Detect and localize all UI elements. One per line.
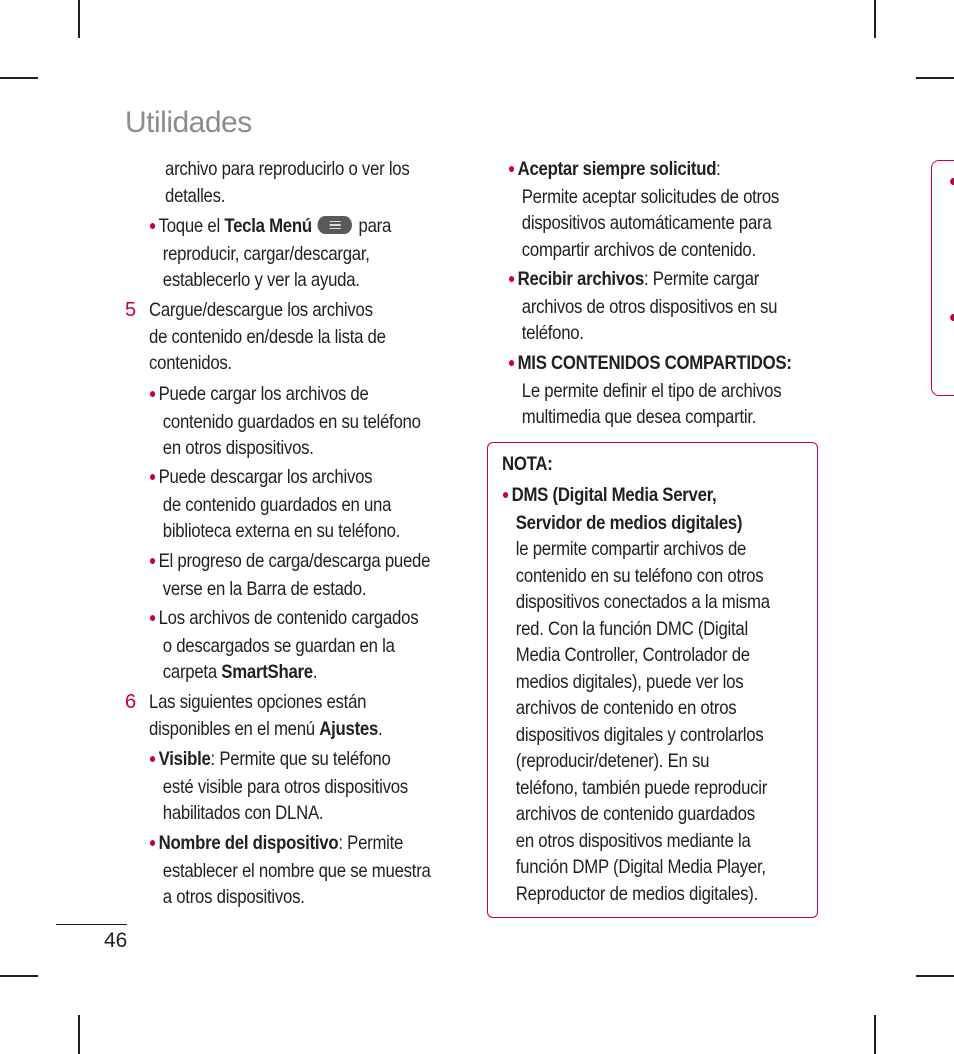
bullet-progress: ● El progreso de carga/descarga puede verse en la Barra de estado. xyxy=(149,550,431,600)
bullet-visible: ● Visible: Permite que su teléfono esté visible para otros dispositivos habilitados con DLNA. xyxy=(149,748,408,824)
crop-mark xyxy=(0,975,38,977)
smartshare-label: SmartShare xyxy=(221,661,313,683)
crop-mark xyxy=(874,1015,876,1054)
bullet-download: ● Puede descargar los archivos de contenido guardados en una biblioteca externa en su teléfono. xyxy=(149,466,401,542)
bullet-dot: ● xyxy=(508,160,516,176)
bullet-dot: ● xyxy=(508,270,516,286)
bullet-dot: ● xyxy=(149,609,157,625)
step-number: 5 xyxy=(125,299,137,321)
crop-mark xyxy=(916,77,954,79)
tab-marker xyxy=(950,178,954,185)
side-tab xyxy=(931,160,954,396)
page-number-rule xyxy=(56,924,127,925)
section-title: Utilidades xyxy=(125,106,252,139)
crop-mark xyxy=(78,1015,80,1054)
note-heading: NOTA: xyxy=(502,453,553,475)
bullet-receive-files: ● Recibir archivos: Permite cargar archivos de otros dispositivos en su teléfono. xyxy=(508,268,778,344)
bullet-dot: ● xyxy=(149,750,157,766)
crop-mark xyxy=(78,0,80,38)
bullet-dot: ● xyxy=(149,552,157,568)
crop-mark xyxy=(916,975,954,977)
bullet-menu-key: ● Toque el Tecla Menú para reproducir, cargar/descargar, establecerlo y ver la ayuda. xyxy=(149,215,392,291)
bullet-dot: ● xyxy=(508,354,516,370)
bullet-dot: ● xyxy=(149,385,157,401)
bullet-dot: ● xyxy=(149,217,157,233)
step-6-text: Las siguientes opciones están disponibles en el menú Ajustes. xyxy=(149,691,383,740)
bullet-dot: ● xyxy=(149,468,157,484)
step-number: 6 xyxy=(125,691,137,713)
menu-key-icon xyxy=(318,216,352,234)
crop-mark xyxy=(0,77,38,79)
continued-text: archivo para reproducirlo o ver los detalles. xyxy=(165,158,410,207)
note-body: ● DMS (Digital Media Server, Servidor de medios digitales) le permite compartir archivos de contenido en su teléfono con otros dispositivos conectados a la misma red. Con la función DMC (Digital Media Controller, Controlador de medios digitales), puede ver los archivos de contenido en otros dispositivos digitales y controlarlos (reproducir/detener). En su teléfono, también puede reproducir archivos de contenido guardados en otros dispositivos mediante la función DMP (Digital Media Player, Reproductor de medios digitales). xyxy=(502,484,770,905)
page-number: 46 xyxy=(104,929,128,952)
bullet-device-name: ● Nombre del dispositivo: Permite establecer el nombre que se muestra a otros dispositivos. xyxy=(149,832,431,908)
bullet-saved: ● Los archivos de contenido cargados o descargados se guardan en la carpeta SmartShare. xyxy=(149,607,419,683)
step-5-text: Cargue/descargue los archivos de contenido en/desde la lista de contenidos. xyxy=(149,299,386,374)
bullet-dot: ● xyxy=(149,834,157,850)
bullet-shared-contents: ● MIS CONTENIDOS COMPARTIDOS: Le permite definir el tipo de archivos multimedia que desea compartir. xyxy=(508,352,792,428)
tab-marker xyxy=(950,314,954,321)
bullet-upload: ● Puede cargar los archivos de contenido guardados en su teléfono en otros dispositivos. xyxy=(149,383,421,459)
bullet-dot: ● xyxy=(502,486,510,502)
bullet-accept-requests: ● Aceptar siempre solicitud: Permite aceptar solicitudes de otros dispositivos automáticamente para compartir archivos de contenido. xyxy=(508,158,780,261)
crop-mark xyxy=(874,0,876,38)
